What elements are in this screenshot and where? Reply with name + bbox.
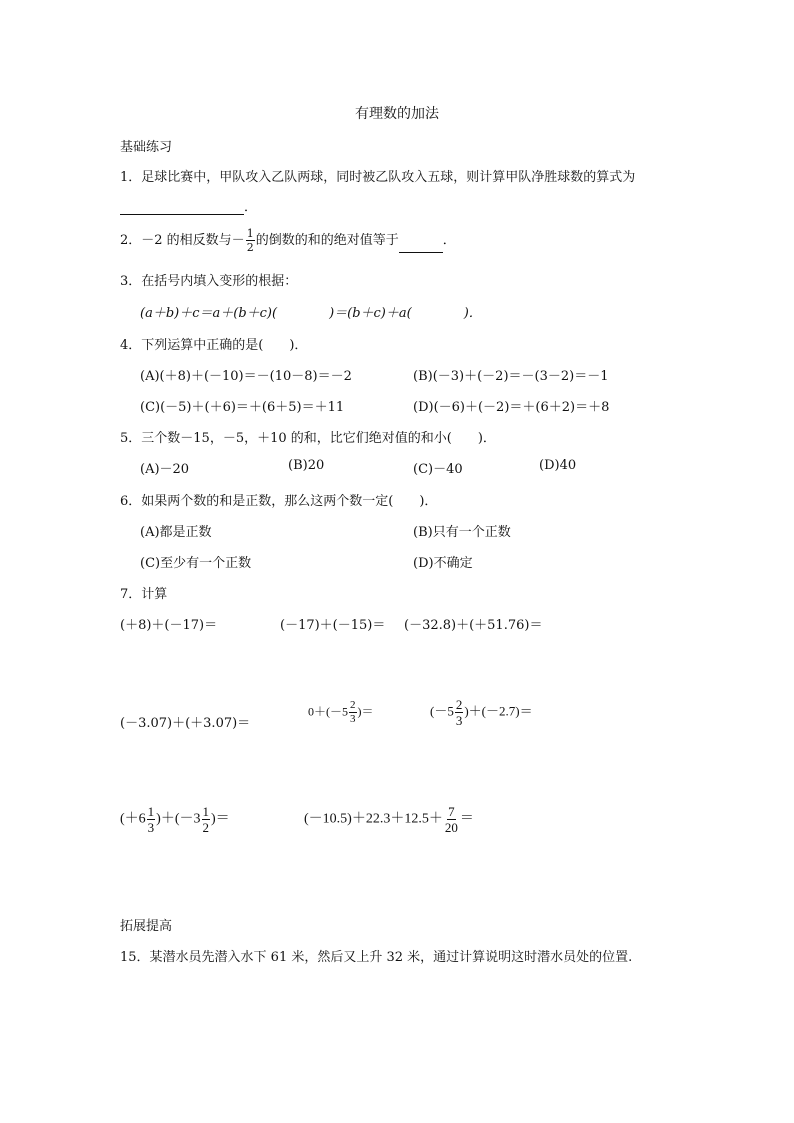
option-a[interactable]: (A)(＋8)＋(－10)＝－(10－8)＝－2 [140, 369, 352, 384]
expr-part: )＝ [357, 704, 374, 719]
question-1: 1．足球比赛中，甲队攻入乙队两球，同时被乙队攻入五球，则计算甲队净胜球数的算式为 [120, 170, 636, 185]
question-3: 3．在括号内填入变形的根据： [120, 274, 298, 289]
calc-expression [120, 805, 230, 834]
option-b[interactable]: (B)20 [288, 458, 325, 473]
fraction-denominator: 3 [147, 820, 155, 835]
calc-expression: (＋8)＋(－17)＝ [120, 618, 218, 633]
question-4: 4．下列运算中正确的是( )． [120, 338, 308, 353]
option-c[interactable]: (C)－40 [413, 462, 463, 477]
fraction-numerator: 1 [202, 804, 209, 819]
fraction-numerator: 2 [455, 697, 463, 712]
fraction-denominator: 20 [444, 820, 458, 835]
expr-part: ＝ [459, 811, 474, 827]
expr-part: )＋(－3 [156, 811, 201, 827]
fraction-denominator: 3 [455, 713, 463, 728]
option-d[interactable]: (D)40 [539, 458, 577, 473]
section-basic-heading: 基础练习 [120, 140, 173, 155]
expr-part: (－10.5)＋22.3＋12.5＋ [304, 811, 443, 827]
fraction-denominator: 2 [246, 241, 254, 254]
fraction-denominator: 3 [350, 713, 356, 725]
option-d[interactable]: (D)(－6)＋(－2)＝＋(6＋2)＝＋8 [413, 400, 610, 415]
option-d[interactable]: (D)不确定 [413, 556, 473, 571]
option-c[interactable]: (C)(－5)＋(＋6)＝＋(6＋5)＝＋11 [140, 400, 345, 415]
expr-part: (－5 [430, 703, 454, 719]
question-5: 5．三个数－15，－5，＋10 的和，比它们绝对值的和小( )． [120, 431, 496, 446]
fraction [444, 805, 459, 834]
fraction-numerator: 2 [350, 699, 356, 711]
question-2-post: 的倒数的和的绝对值等于 [255, 233, 399, 248]
fraction [202, 805, 211, 834]
fraction [246, 228, 255, 253]
expr-part: )＋(－2.7)＝ [464, 703, 533, 719]
question-7: 7．计算 [120, 587, 168, 602]
calc-expression: (－17)＋(－15)＝ [280, 618, 386, 633]
option-a[interactable]: (A)－20 [140, 462, 190, 477]
calc-expression: (－32.8)＋(＋51.76)＝ [404, 618, 543, 633]
calc-expression [308, 700, 374, 725]
answer-blank[interactable] [120, 200, 244, 215]
fraction [349, 700, 357, 725]
question-2 [120, 228, 456, 253]
calc-expression: (－3.07)＋(＋3.07)＝ [120, 716, 251, 731]
question-3-formula: (a＋b)＋c＝a＋(b＋c)( )＝(b＋c)＋a( )． [140, 306, 482, 321]
calc-expression [304, 805, 474, 834]
section-extend-heading: 拓展提高 [120, 919, 173, 934]
question-6: 6．如果两个数的和是正数，那么这两个数一定( )． [120, 494, 438, 509]
expr-part: (＋6 [120, 811, 146, 827]
question-1-tail: ． [244, 200, 258, 215]
fraction-numerator: 7 [448, 804, 455, 819]
fraction-numerator: 1 [246, 227, 254, 240]
expr-part: 0＋(－5 [308, 704, 348, 719]
question-2-pre: 2．－2 的相反数与－ [120, 233, 245, 248]
fraction-denominator: 2 [202, 820, 209, 835]
option-a[interactable]: (A)都是正数 [140, 525, 212, 540]
fraction [455, 698, 464, 727]
question-2-tail: ． [442, 233, 456, 248]
page-title: 有理数的加法 [355, 106, 439, 122]
fraction-numerator: 1 [147, 804, 155, 819]
fraction [147, 805, 156, 834]
calc-expression [430, 698, 533, 727]
expr-part: )＝ [211, 811, 230, 827]
answer-blank[interactable] [399, 238, 443, 253]
question-1-answer-line [120, 196, 257, 215]
option-c[interactable]: (C)至少有一个正数 [140, 556, 252, 571]
question-15: 15．某潜水员先潜入水下 61 米，然后又上升 32 米，通过计算说明这时潜水员处的位置. [120, 950, 633, 965]
option-b[interactable]: (B)(－3)＋(－2)＝－(3－2)＝－1 [413, 369, 609, 384]
option-b[interactable]: (B)只有一个正数 [413, 525, 511, 540]
